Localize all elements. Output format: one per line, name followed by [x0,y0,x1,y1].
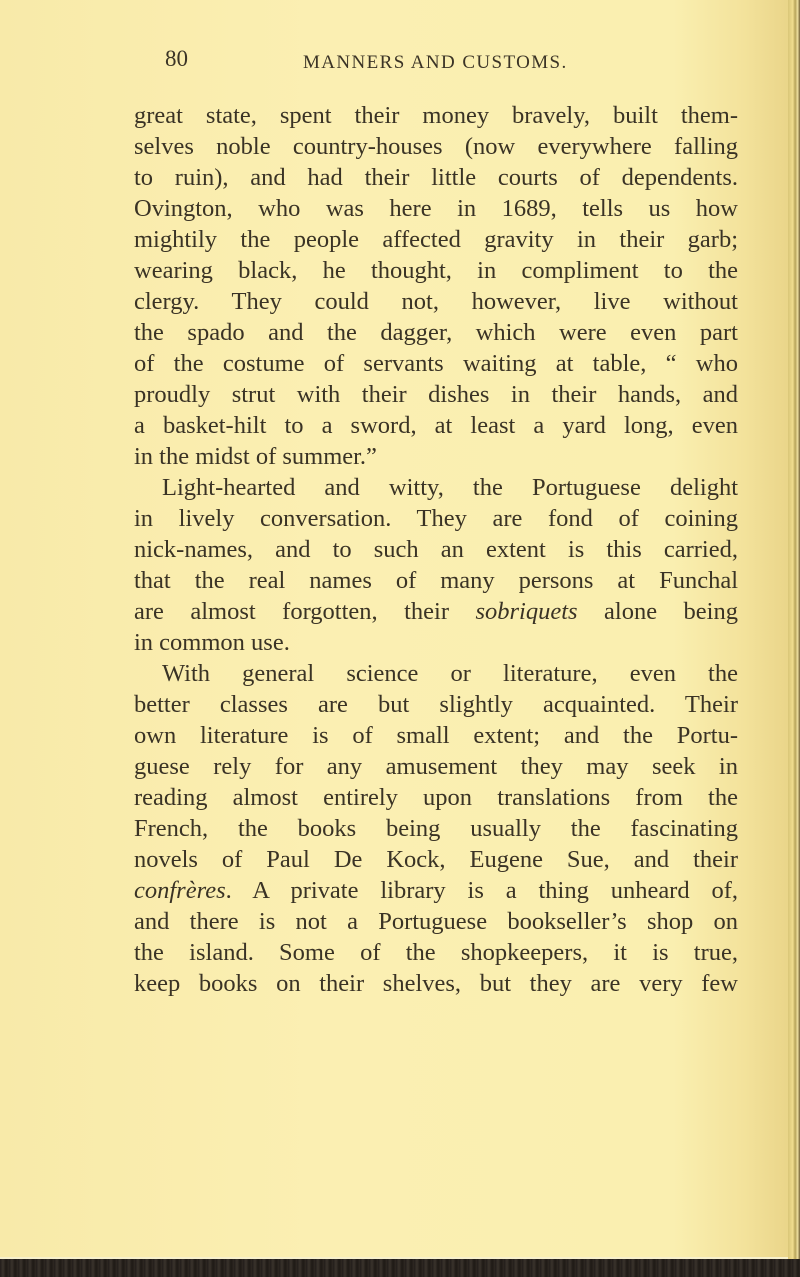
text-line: French, the books being usually the fascinating [134,815,738,842]
text-line: guese rely for any amusement they may seek in [134,753,738,780]
body-text [134,100,738,999]
text-fragment: are almost forgotten, their [134,598,476,625]
text-line: novels of Paul De Kock, Eugene Sue, and their [134,846,738,873]
text-line: great state, spent their money bravely, built them- [134,102,738,129]
text-line-paragraph-end: in the midst of summer.” [134,443,377,470]
italic-term: sobriquets [475,598,578,625]
text-line: selves noble country-houses (now everywhere falling [134,133,738,160]
text-line: own literature is of small extent; and the Portu- [134,722,738,749]
text-line: better classes are but slightly acquainted. Their [134,691,738,718]
text-line: the spado and the dagger, which were even part [134,319,738,346]
text-line: nick-names, and to such an extent is this carried, [134,536,738,563]
text-line: mightily the people affected gravity in their garb; [134,226,738,253]
text-fragment: . A private library is a thing unheard of, [225,877,738,904]
text-line: that the real names of many persons at Funchal [134,567,738,594]
page-number: 80 [165,46,188,71]
text-line: the island. Some of the shopkeepers, it is true, [134,939,738,966]
text-line: of the costume of servants waiting at table, “ who [134,350,738,377]
text-line-paragraph-start: Light-hearted and witty, the Portuguese delight [162,474,738,501]
text-line: proudly strut with their dishes in their hands, and [134,381,738,408]
text-line: in lively conversation. They are fond of coining [134,505,738,532]
scan-bottom-background [0,1259,800,1277]
text-line: wearing black, he thought, in compliment to the [134,257,738,284]
text-line-paragraph-start: With general science or literature, even the [162,660,738,687]
text-line: Ovington, who was here in 1689, tells us how [134,195,738,222]
running-head [165,46,755,76]
text-line [134,875,738,906]
text-line [134,596,738,627]
text-fragment: alone being [577,598,738,625]
text-line: a basket-hilt to a sword, at least a yard long, even [134,412,738,439]
text-line: to ruin), and had their little courts of dependents. [134,164,738,191]
italic-term: confrères [134,877,226,904]
text-line: reading almost entirely upon translations from the [134,784,738,811]
running-title: MANNERS AND CUSTOMS. [303,52,568,73]
text-line-paragraph-end: in common use. [134,629,290,656]
text-line: keep books on their shelves, but they are very few [134,970,738,997]
page-edge [788,0,800,1262]
text-line: clergy. They could not, however, live without [134,288,738,315]
text-line: and there is not a Portuguese bookseller’s shop on [134,908,738,935]
